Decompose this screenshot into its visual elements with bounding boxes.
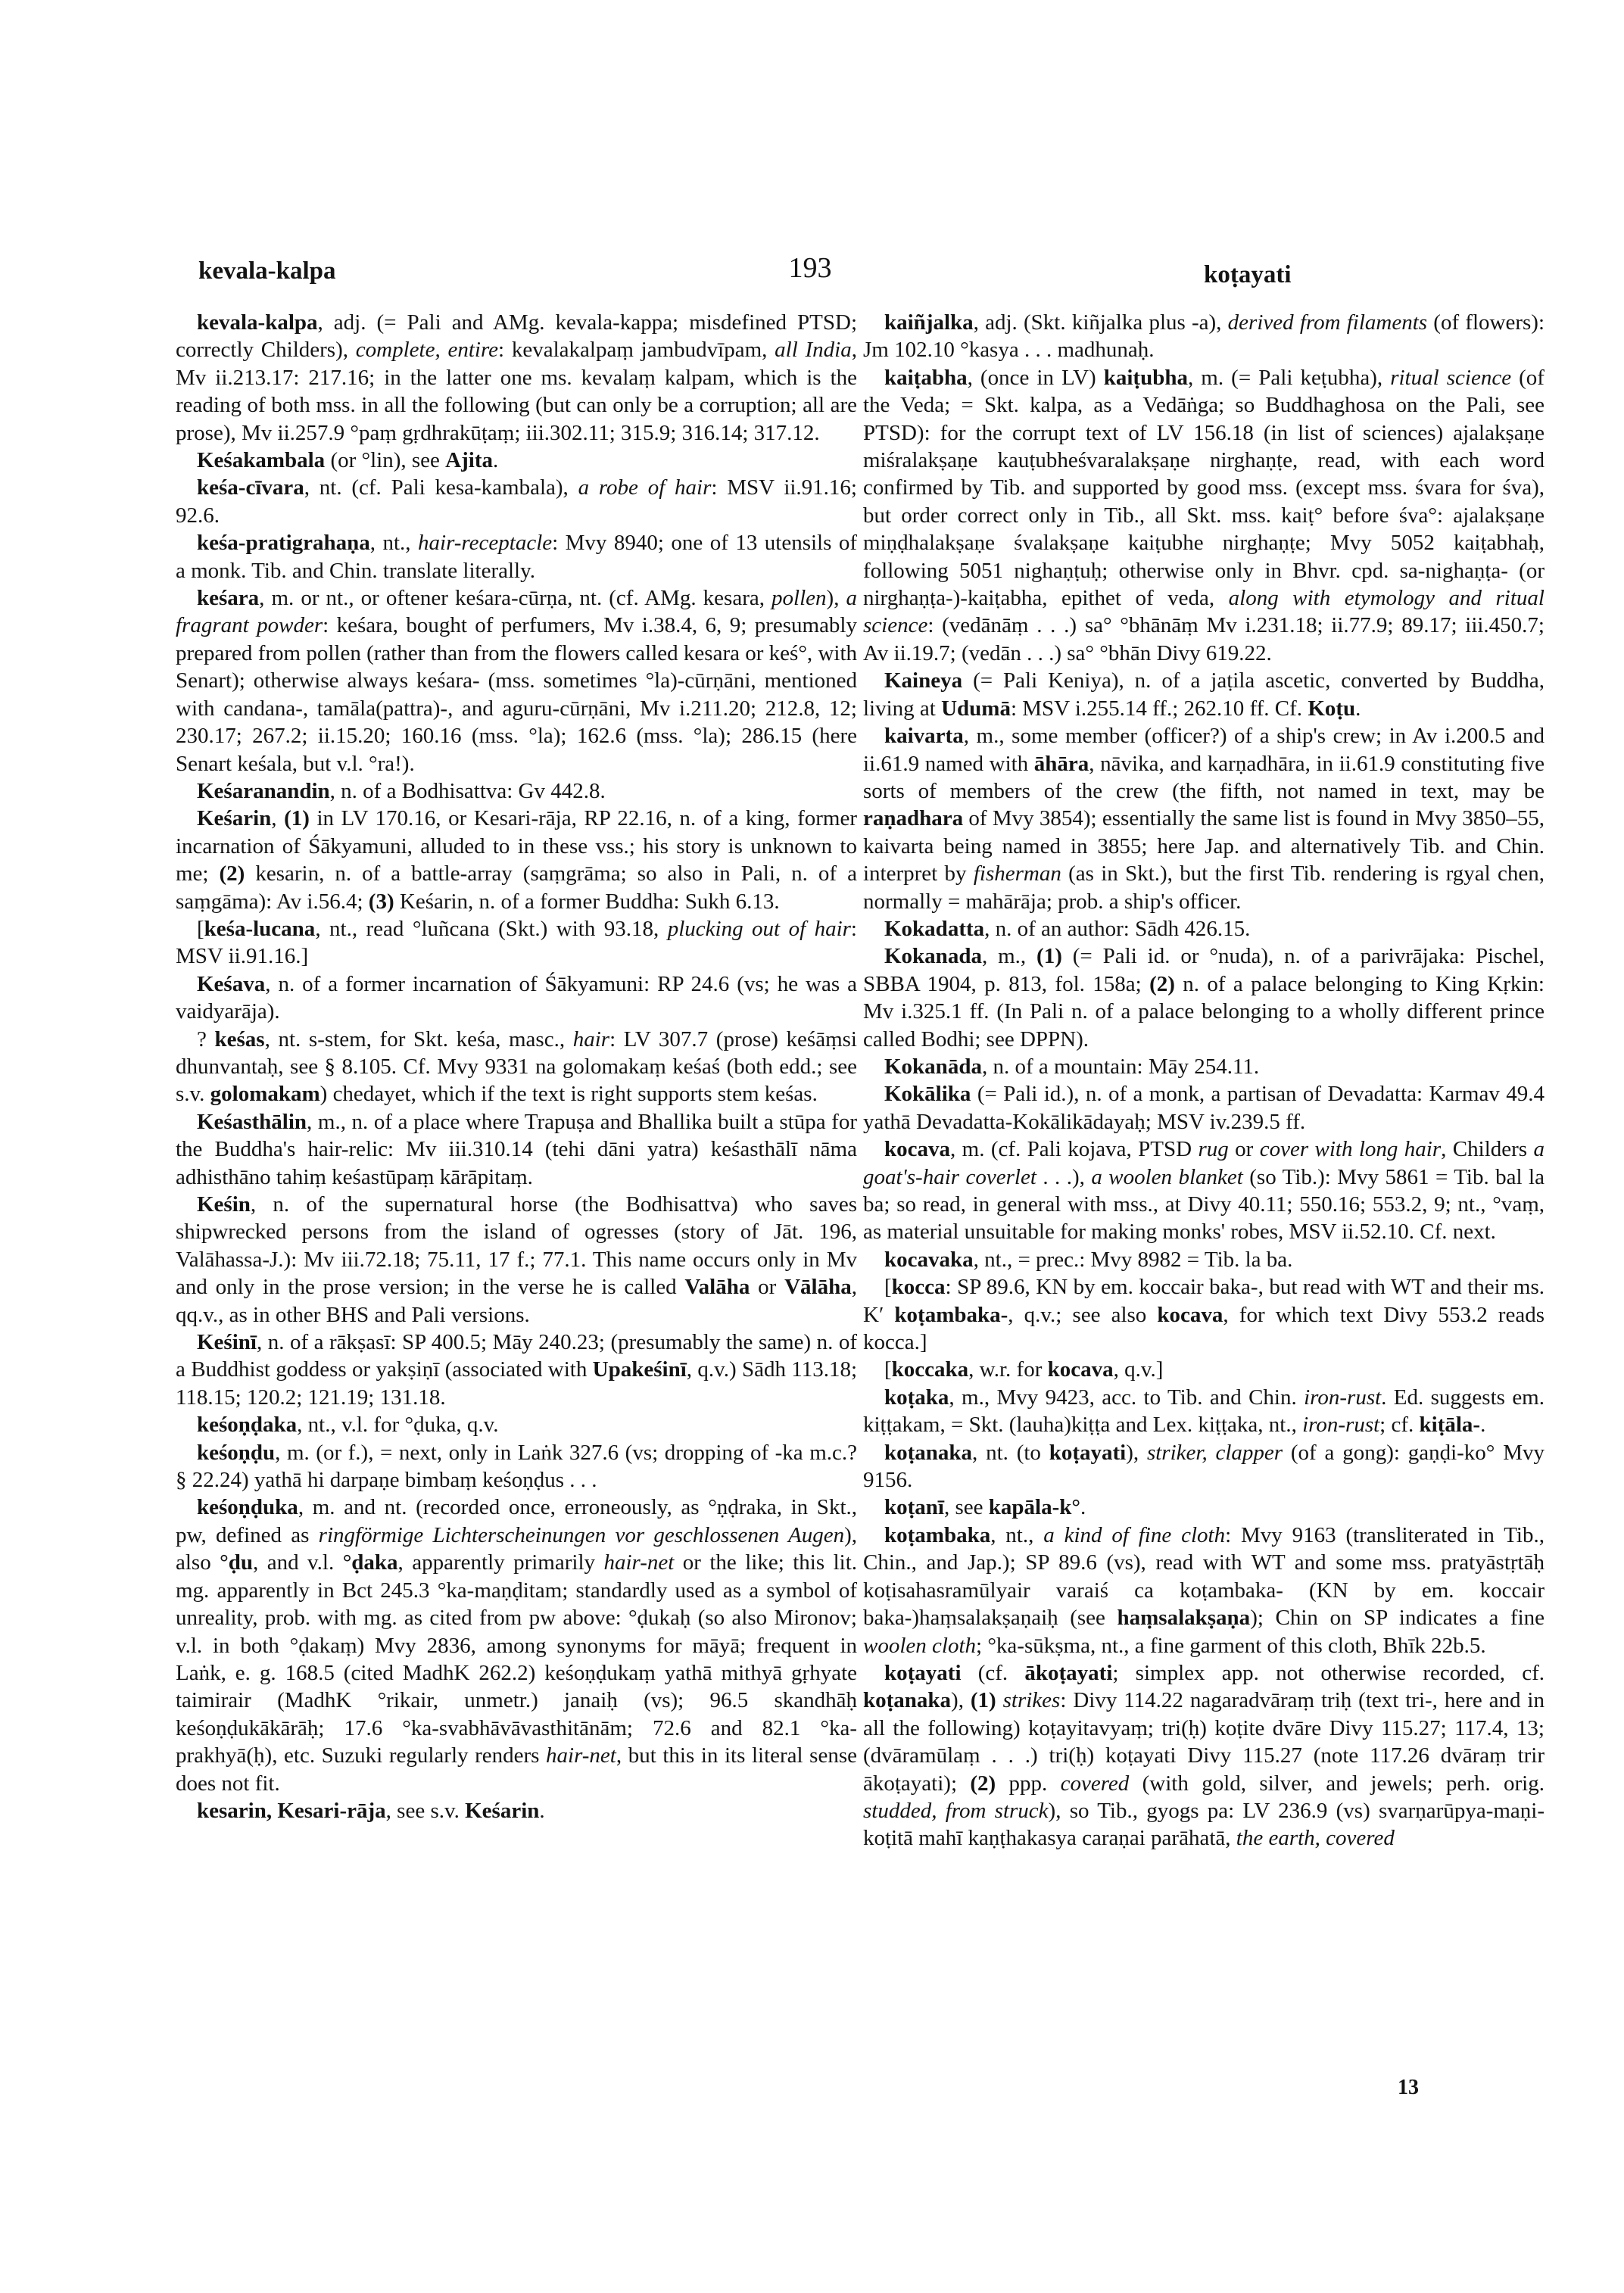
dictionary-entry: Kokanada, m., (1) (= Pali id. or °nuda), n. of a parivrājaka: Pischel, SBBA 1904, p. 813, fol. 158a; (2) n. of a palace belonging to King Kṛkin: Mv i.325.1 ff. (In Pali n. of a palace belonging to a wholly different prince called Bodhi; see DPPN). <box>863 944 1545 1051</box>
dictionary-entry: kaivarta, m., some member (officer?) of a ship's crew; in Av i.200.5 and ii.61.9 named with āhāra, nāvika, and karṇadhāra, in ii.61.9 constituting five sorts of members of the crew (the fifth, not named in text, may be raṇadhara of Mvy 3854); essentially the same list is found in Mvy 3850–55, kaivarta being named in 3855; here Jap. and alternatively Tib. and Chin. interpret by fisherman (as in Skt.), but the first Tib. rendering is rgyal chen, normally = mahārāja; prob. a ship's officer. <box>863 724 1545 914</box>
signature-mark: 13 <box>1398 2076 1419 2099</box>
dictionary-entry: kaiṭabha, (once in LV) kaiṭubha, m. (= Pali keṭubha), ritual science (of the Veda; = Skt. kalpa, as a Vedāṅga; so Buddhaghosa on the Pali, see PTSD): for the corrupt text of LV 156.18 (in list of sciences) ajalakṣaṇe miśralakṣaṇe kauṭubheśvaralakṣaṇe nirghaṇṭe, read, with each word confirmed by Tib. and supported by good mss. (except mss. śvara for śva), but order correct only in Tib., all Skt. mss. kaiṭ° before śva°: ajalakṣaṇe miṇḍhalakṣaṇe śvalakṣaṇe kaiṭubhe nirghaṇṭe; Mvy 5052 kaiṭabhaḥ, following 5051 nighaṇṭuḥ; otherwise only in Bhvr. cpd. sa-nighaṇṭa- (or nirghaṇṭa-)-kaiṭabha, epithet of veda, along with etymology and ritual science: (vedānāṃ . . .) sa° °bhānāṃ Mv i.231.18; ii.77.9; 89.17; iii.450.7; Av ii.19.7; (vedān . . .) sa° °bhān Divy 619.22. <box>863 365 1545 665</box>
dictionary-entry: Keśaranandin, n. of a Bodhisattva: Gv 442.8. <box>197 778 606 803</box>
dictionary-entry: Keśinī, n. of a rākṣasī: SP 400.5; Māy 240.23; (presumably the same) n. of a Buddhist goddess or yakṣiṇī (associated with Upakeśinī, q.v.) Sādh 113.18; 118.15; 120.2; 121.19; 131.18. <box>176 1330 857 1410</box>
dictionary-entry: keśoṇḍu, m. (or f.), = next, only in Laṅk 327.6 (vs; dropping of -ka m.c.? § 22.24) yathā hi darpaṇe bimbaṃ keśoṇḍus . . . <box>176 1440 857 1493</box>
dictionary-entry: keśoṇḍuka, m. and nt. (recorded once, erroneously, as °ṇḍraka, in Skt., pw, defined as ringförmige Lichterscheinungen vor geschlossenen Augen), also °ḍu, and v.l. °ḍaka, apparently primarily hair-net or the like; this lit. mg. apparently in Bct 245.3 °ka-maṇḍitam; standardly used as a symbol of unreality, prob. with mg. as cited from pw above: °ḍukaḥ (so also Mironov; v.l. in both °ḍakaṃ) Mvy 2836, among synonyms for māyā; frequent in Laṅk, e. g. 168.5 (cited MadhK 262.2) keśoṇḍukaṃ yathā mithyā gṛhyate taimirair (MadhK °rikair, unmetr.) janaiḥ (vs); 96.5 skandhāḥ keśoṇḍukākārāḥ; 17.6 °ka-svabhāvāvasthitānām; 72.6 and 82.1 °ka-prakhyā(ḥ), etc. Suzuki regularly renders hair-net, but this in its literal sense does not fit. <box>176 1495 858 1796</box>
dictionary-entry: koṭanaka, nt. (to koṭayati), striker, clapper (of a gong): gaṇḍi-ko° Mvy 9156. <box>863 1440 1545 1493</box>
page-number: 193 <box>788 252 832 284</box>
dictionary-entry: kevala-kalpa, adj. (= Pali and AMg. kevala-kappa; misdefined PTSD; correctly Childers), complete, entire: kevalakalpaṃ jambudvīpam, all India, Mv ii.213.17: 217.16; in the latter one ms. kevalaṃ kalpam, which is the reading of both mss. in all the following (but can only be a corruption; all are prose), Mv ii.257.9 °paṃ gṛdhrakūṭaṃ; iii.302.11; 315.9; 316.14; 317.12. <box>176 310 857 445</box>
dictionary-entry: keśa-cīvara, nt. (cf. Pali kesa-kambala), a robe of hair: MSV ii.91.16; 92.6. <box>176 475 857 528</box>
dictionary-entry: Kaineya (= Pali Keniya), n. of a jaṭila ascetic, converted by Buddha, living at Udumā: MSV i.255.14 ff.; 262.10 ff. Cf. Koṭu. <box>863 668 1545 721</box>
dictionary-entry: Kokanāda, n. of a mountain: Māy 254.11. <box>884 1054 1260 1079</box>
dictionary-entry: koṭayati (cf. ākoṭayati; simplex app. not otherwise recorded, cf. koṭanaka), (1) strikes: Divy 114.22 nagaradvāraṃ triḥ (text tri-, here and in all the following) koṭayitavyaṃ; tri(ḥ) koṭite dvāre Divy 115.27; 117.4, 13; (dvāramūlaṃ . . .) tri(ḥ) koṭayati Divy 115.27 (note 117.26 dvāraṃ trir ākoṭayati); (2) ppp. covered (with gold, silver, and jewels; perh. orig. studded, from struck), so Tib., gyogs pa: LV 236.9 (vs) svarṇarūpya-maṇi-koṭitā mahī kaṇṭhakasya caraṇai parāhatā, the earth, covered <box>863 1660 1545 1851</box>
dictionary-entry: Kokālika (= Pali id.), n. of a monk, a partisan of Devadatta: Karmav 49.4 yathā Devadatta-Kokālikādayaḥ; MSV iv.239.5 ff. <box>863 1082 1545 1134</box>
dictionary-entry: ? keśas, nt. s-stem, for Skt. keśa, masc., hair: LV 307.7 (prose) keśāṃsi dhunvantaḥ, see § 8.105. Cf. Mvy 9331 na golomakaṃ keśaś (both edd.; see s.v. golomakam) chedayet, which if the text is right supports stem keśas. <box>176 1027 857 1107</box>
right-column <box>863 309 1545 1852</box>
dictionary-entry: Keśin, n. of the supernatural horse (the Bodhisattva) who saves shipwrecked persons from the island of ogresses (story of Jāt. 196, Valāhassa-J.): Mv iii.72.18; 75.11, 17 f.; 77.1. This name occurs only in Mv and only in the prose version; in the verse he is called Valāha or Vālāha, qq.v., as in other BHS and Pali versions. <box>176 1192 857 1327</box>
dictionary-entry: koṭanī, see kapāla-k°. <box>884 1495 1086 1520</box>
dictionary-entry: keśa-pratigrahaṇa, nt., hair-receptacle: Mvy 8940; one of 13 utensils of a monk. Tib. and Chin. translate literally. <box>176 531 857 583</box>
dictionary-entry: [koccaka, w.r. for kocava, q.v.] <box>884 1357 1164 1382</box>
dictionary-entry: Keśarin, (1) in LV 170.16, or Kesari-rāja, RP 22.16, n. of a king, former incarnation of Śākyamuni, alluded to in these vss.; his story is unknown to me; (2) kesarin, n. of a battle-array (saṃgrāma; so also in Pali, n. of a saṃgāma): Av i.56.4; (3) Keśarin, n. of a former Buddha: Sukh 6.13. <box>176 806 857 914</box>
dictionary-entry: kocava, m. (cf. Pali kojava, PTSD rug or cover with long hair, Childers a goat's-hair coverlet . . .), a woolen blanket (so Tib.): Mvy 5861 = Tib. bal la ba; so read, in general with mss., at Divy 40.11; 550.16; 553.2, 9; nt., °vaṃ, as material unsuitable for making monks' robes, MSV ii.52.10. Cf. next. <box>863 1137 1545 1245</box>
dictionary-entry: koṭambaka, nt., a kind of fine cloth: Mvy 9163 (transliterated in Tib., Chin., and Jap.); SP 89.6 (vs), read with WT and some mss. pratyāstṛtāḥ koṭisahasramūlyair varaiś ca koṭambaka- (KN by em. koccair baka-)haṃsalakṣaṇaiḥ (see haṃsalakṣaṇa); Chin on SP indicates a fine woolen cloth; °ka-sūkṣma, nt., a fine garment of this cloth, Bhīk 22b.5. <box>863 1522 1545 1658</box>
running-head-right: koṭayati <box>1204 261 1292 288</box>
dictionary-entry: kaiñjalka, adj. (Skt. kiñjalka plus -a), derived from filaments (of flowers): Jm 102.10 °kasya . . . madhunaḥ. <box>863 310 1545 363</box>
dictionary-entry: kocavaka, nt., = prec.: Mvy 8982 = Tib. la ba. <box>884 1247 1293 1272</box>
dictionary-entry: Keśakambala (or °lin), see Ajita. <box>197 448 499 473</box>
dictionary-entry: keśara, m. or nt., or oftener keśara-cūrṇa, nt. (cf. AMg. kesara, pollen), a fragrant powder: keśara, bought of perfumers, Mv i.38.4, 6, 9; presumably prepared from pollen (rather than from the flowers called kesara or keś°, with Senart); otherwise always keśara- (mss. sometimes °la)-cūrṇāni, mentioned with candana-, tamāla(pattra)-, and aguru-cūrṇāni, Mv i.211.20; 212.8, 12; 230.17; 267.2; ii.15.20; 160.16 (mss. °la); 162.6 (mss. °la); 286.15 (here Senart keśala, but v.l. °ra!). <box>176 586 857 776</box>
dictionary-entry: kesarin, Kesari-rāja, see s.v. Keśarin. <box>197 1798 545 1823</box>
dictionary-entry: [kocca: SP 89.6, KN by em. koccair baka-, but read with WT and their ms. K′ koṭambaka-, q.v.; see also kocava, for which text Divy 553.2 reads kocca.] <box>863 1275 1545 1355</box>
running-head-left: kevala-kalpa <box>198 257 336 285</box>
dictionary-entry: Keśasthālin, m., n. of a place where Trapuṣa and Bhallika built a stūpa for the Buddha's hair-relic: Mv iii.310.14 (tehi dāni yatra) keśasthālī nāma adhisthāno tahiṃ keśastūpaṃ kārāpitaṃ. <box>176 1109 857 1189</box>
dictionary-entry: Keśava, n. of a former incarnation of Śākyamuni: RP 24.6 (vs; he was a vaidyarāja). <box>176 971 857 1024</box>
dictionary-entry: Kokadatta, n. of an author: Sādh 426.15. <box>884 916 1251 941</box>
dictionary-entry: koṭaka, m., Mvy 9423, acc. to Tib. and Chin. iron-rust. Ed. suggests em. kiṭṭakam, = Skt. (lauha)kiṭṭa and Lex. kiṭṭaka, nt., iron-rust; cf. kiṭāla-. <box>863 1385 1545 1438</box>
left-column <box>176 309 857 1824</box>
dictionary-entry: keśoṇḍaka, nt., v.l. for °ḍuka, q.v. <box>197 1413 499 1438</box>
dictionary-entry: [keśa-lucana, nt., read °luñcana (Skt.) with 93.18, plucking out of hair: MSV ii.91.16.] <box>176 916 857 969</box>
